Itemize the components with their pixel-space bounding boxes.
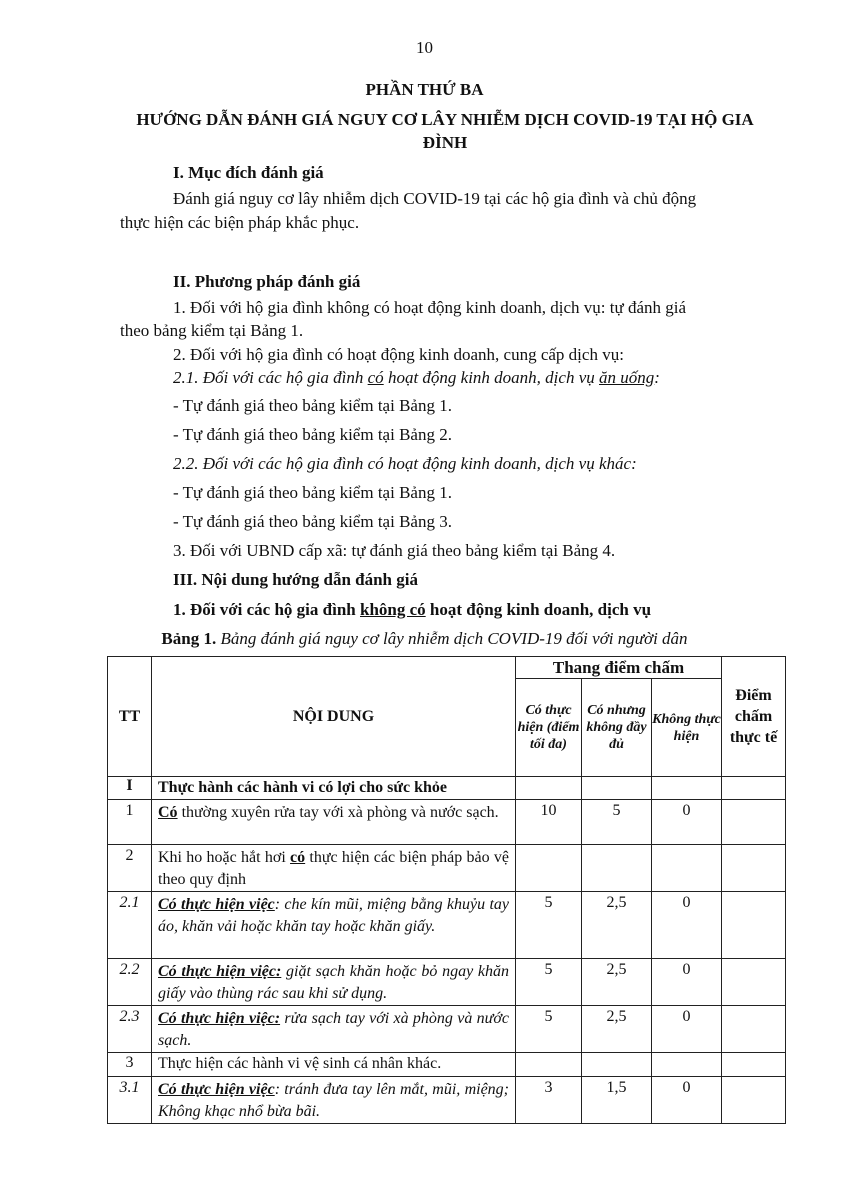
part-heading: PHẦN THỨ BA xyxy=(365,80,484,99)
row-tt: 2.3 xyxy=(108,1006,152,1053)
row-content: Thực hiện các hành vi vệ sinh cá nhân khác. xyxy=(152,1053,516,1077)
row-full-score: 3 xyxy=(516,1077,582,1124)
row-content: Có thường xuyên rửa tay với xà phòng và nước sạch. xyxy=(152,800,516,845)
row-full-score: 5 xyxy=(516,892,582,959)
header-content: NỘI DUNG xyxy=(152,657,516,777)
row-full-score: 5 xyxy=(516,1006,582,1053)
row-no-score xyxy=(652,777,722,800)
row-actual-score xyxy=(722,959,786,1006)
table-row xyxy=(108,1006,786,1053)
row-partial-score: 2,5 xyxy=(582,959,652,1006)
table-row xyxy=(108,892,786,959)
row-full-score xyxy=(516,845,582,892)
row-tt: 2.2 xyxy=(108,959,152,1006)
row-partial-score: 5 xyxy=(582,800,652,845)
section1-para-line2: thực hiện các biện pháp khắc phục. xyxy=(120,213,360,232)
row-full-score xyxy=(516,777,582,800)
row-partial-score: 2,5 xyxy=(582,1006,652,1053)
row-no-score: 0 xyxy=(652,1006,722,1053)
header-no-score: Không thực hiện xyxy=(652,679,722,777)
header-actual-score: Điểm chấm thực tế xyxy=(722,657,786,777)
section2-item2: 2. Đối với hộ gia đình có hoạt động kinh doanh, cung cấp dịch vụ: xyxy=(173,345,624,364)
row-actual-score xyxy=(722,892,786,959)
row-no-score xyxy=(652,1053,722,1077)
table-row xyxy=(108,845,786,892)
header-partial-score: Có nhưng không đầy đủ xyxy=(582,679,652,777)
header-full-score: Có thực hiện (điểm tối đa) xyxy=(516,679,582,777)
row-actual-score xyxy=(722,845,786,892)
row-actual-score xyxy=(722,1006,786,1053)
row-actual-score xyxy=(722,1053,786,1077)
row-tt: I xyxy=(108,777,152,800)
row-partial-score xyxy=(582,845,652,892)
row-tt: 1 xyxy=(108,800,152,845)
section2-item3: 3. Đối với UBND cấp xã: tự đánh giá theo bảng kiểm tại Bảng 4. xyxy=(173,541,616,560)
section2-bullet3: - Tự đánh giá theo bảng kiểm tại Bảng 1. xyxy=(173,483,452,502)
section2-heading: II. Phương pháp đánh giá xyxy=(173,272,361,291)
section3-heading: III. Nội dung hướng dẫn đánh giá xyxy=(173,570,418,589)
row-partial-score xyxy=(582,777,652,800)
section1-heading: I. Mục đích đánh giá xyxy=(173,163,324,182)
table-row xyxy=(108,1053,786,1077)
row-content: Thực hành các hành vi có lợi cho sức khỏe xyxy=(152,777,516,800)
section1-para-line1: Đánh giá nguy cơ lây nhiễm dịch COVID-19 tại các hộ gia đình và chủ động xyxy=(173,189,697,208)
section2-bullet2: - Tự đánh giá theo bảng kiểm tại Bảng 2. xyxy=(173,425,452,444)
assessment-table xyxy=(107,656,786,1124)
section2-sub21: 2.1. Đối với các hộ gia đình có hoạt động kinh doanh, dịch vụ ăn uống: xyxy=(173,368,660,387)
main-title: HƯỚNG DẪN ĐÁNH GIÁ NGUY CƠ LÂY NHIỄM DỊCH COVID-19 TẠI HỘ GIA ĐÌNH xyxy=(136,110,754,152)
section2-bullet4: - Tự đánh giá theo bảng kiểm tại Bảng 3. xyxy=(173,512,452,531)
row-tt: 3 xyxy=(108,1053,152,1077)
row-no-score: 0 xyxy=(652,959,722,1006)
section2-item1-line2: theo bảng kiểm tại Bảng 1. xyxy=(120,321,304,340)
row-partial-score: 1,5 xyxy=(582,1077,652,1124)
row-tt: 2.1 xyxy=(108,892,152,959)
row-content: Có thực hiện việc: che kín mũi, miệng bằng khuỷu tay áo, khăn vải hoặc khăn tay hoặc khăn giấy. xyxy=(152,892,516,959)
row-partial-score: 2,5 xyxy=(582,892,652,959)
section2-sub22: 2.2. Đối với các hộ gia đình có hoạt động kinh doanh, dịch vụ khác: xyxy=(173,454,637,473)
row-tt: 2 xyxy=(108,845,152,892)
page-number: 10 xyxy=(416,38,433,57)
row-no-score: 0 xyxy=(652,1077,722,1124)
row-actual-score xyxy=(722,800,786,845)
row-actual-score xyxy=(722,1077,786,1124)
table-caption: Bảng 1. Bảng đánh giá nguy cơ lây nhiễm dịch COVID-19 đối với người dân xyxy=(161,629,688,648)
row-content: Khi ho hoặc hắt hơi có thực hiện các biện pháp bảo vệ theo quy định xyxy=(152,845,516,892)
row-full-score: 5 xyxy=(516,959,582,1006)
row-content: Có thực hiện việc: rửa sạch tay với xà phòng và nước sạch. xyxy=(152,1006,516,1053)
section3-sub1: 1. Đối với các hộ gia đình không có hoạt động kinh doanh, dịch vụ xyxy=(173,600,652,619)
row-full-score xyxy=(516,1053,582,1077)
row-no-score: 0 xyxy=(652,892,722,959)
section2-bullet1: - Tự đánh giá theo bảng kiểm tại Bảng 1. xyxy=(173,396,452,415)
table-row xyxy=(108,1077,786,1124)
header-scale: Thang điểm chấm xyxy=(516,657,722,679)
table-row xyxy=(108,777,786,800)
row-no-score: 0 xyxy=(652,800,722,845)
table-row xyxy=(108,800,786,845)
row-content: Có thực hiện việc: tránh đưa tay lên mắt, mũi, miệng; Không khạc nhổ bừa bãi. xyxy=(152,1077,516,1124)
row-partial-score xyxy=(582,1053,652,1077)
row-content: Có thực hiện việc: giặt sạch khăn hoặc bỏ ngay khăn giấy vào thùng rác sau khi sử dụng. xyxy=(152,959,516,1006)
row-full-score: 10 xyxy=(516,800,582,845)
row-tt: 3.1 xyxy=(108,1077,152,1124)
row-actual-score xyxy=(722,777,786,800)
row-no-score xyxy=(652,845,722,892)
header-tt: TT xyxy=(108,657,152,777)
section2-item1-line1: 1. Đối với hộ gia đình không có hoạt động kinh doanh, dịch vụ: tự đánh giá xyxy=(173,298,687,317)
table-row xyxy=(108,959,786,1006)
